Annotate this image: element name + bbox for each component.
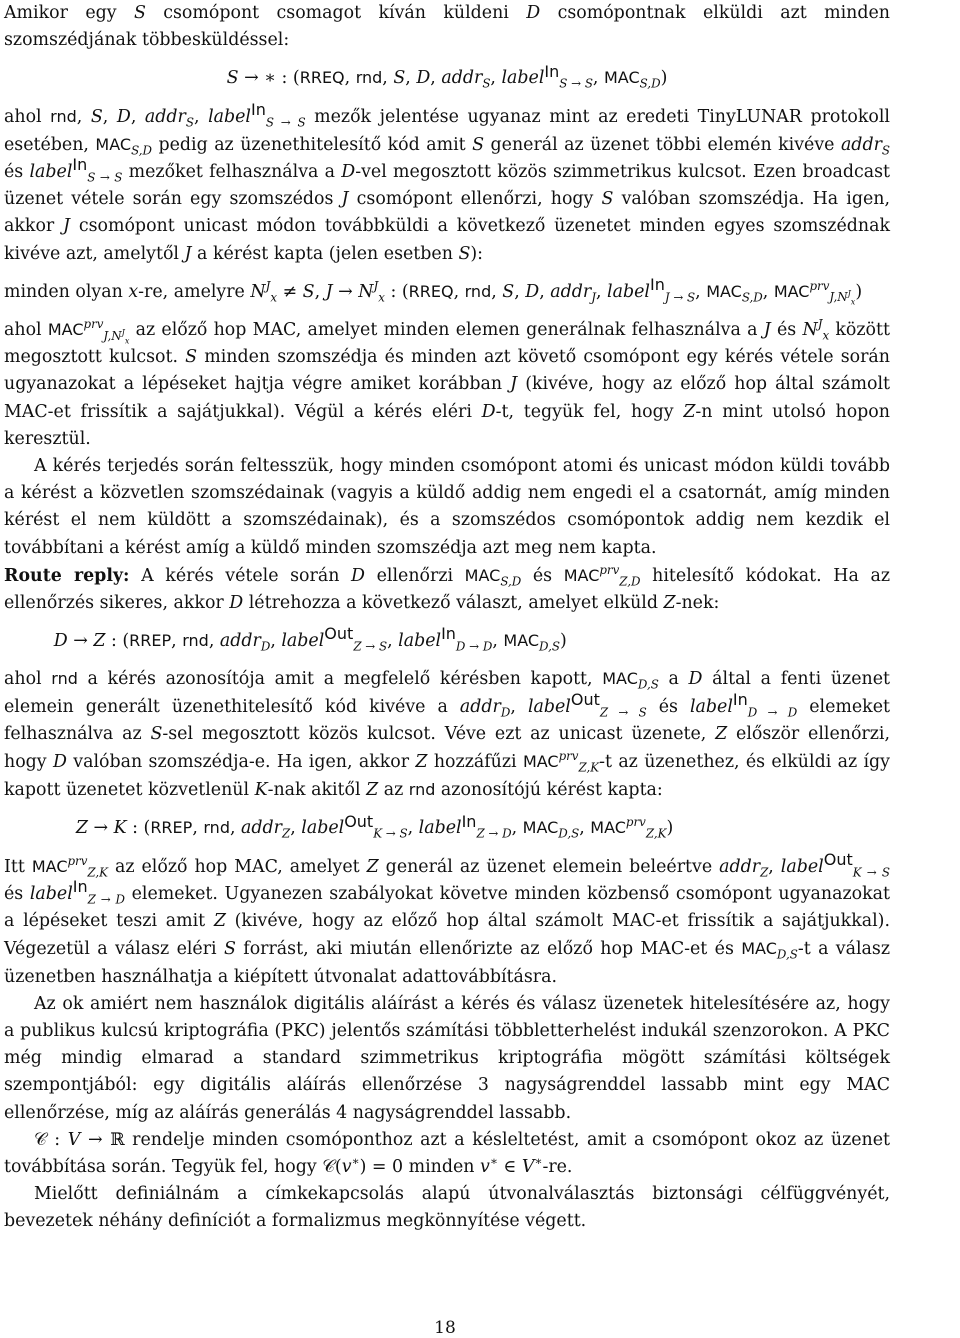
paragraph: ahol $MAC^{prv}_{J,N^J_x}$ az előző hop MAC, amelyet minden elemen generálnak felhasználva a J és $N^J_x$ között megosztott kulcsot. S minden szomszédja és minden azt követő csomópont egy kérés vétele során ugyanazokat a lépéseket hajtja végre amiket korábban J (kivéve, hogy az előző hop által számolt MAC-et frissítik a sajátjukkal). Végül a kérés eléri D-t, tegyük fel, hogy Z-n mint utolsó hopon keresztül. (4, 317, 891, 449)
paragraph: 𝒞 : V → ℝ rendelje minden csomóponthoz azt a késleltetést, amit a csomópont okoz az üzenet továbbítása során. Tegyük fel, hogy 𝒞(v∗) = 0 minden v∗ ∈ V∗-re. (4, 1129, 891, 1177)
formula: D → Z : (RREP, rnd, addr$_D$, label$^{Out}_{Z \to S}$, label$^{In}_{D \to D}$, $MAC_{D,S}$) (53, 624, 567, 654)
formula: minden olyan x-re, amelyre $N^J_x \ne S$, $J \to N^J_x$ : (RREQ, rnd, S, D, addr$_J$, label$^{In}_{J \to S}$, $MAC_{S,D}$, $MAC^{prv}_{J,N^J_x}$) (4, 275, 863, 307)
body-text (4, 0, 890, 1236)
page-number: 18 (434, 1318, 456, 1338)
paragraph: ahol rnd, S, D, addr$_S$, label$^{In}_{S \to S}$ mezők jelentése ugyanaz mint az eredeti TinyLUNAR protokoll esetében, $MAC_{S,D}$ pedig az üzenethitelesítő kód amit S generál az üzenet többi elemén kivéve addr$_S$ és label$^{In}_{S \to S}$ mezőket felhasználva a D-vel megosztott közös szimmetrikus kulcsot. Ezen broadcast üzenet vétele során egy szomszédos J csomópont ellenőrzi, hogy S valóban szomszédja. Ha igen, akkor J csomópont unicast módon továbbküldi a következő üzenetet minden egyes szomszédnak kivéve azt, amelytől J a kérést kapta (jelen esetben S): (4, 99, 890, 264)
paragraph: Itt $MAC^{prv}_{Z,K}$ az előző hop MAC, amelyet Z generál az üzenet elemein beleértve addr$_Z$, label$^{Out}_{K \to S}$ és label$^{In}_{Z \to D}$ elemeket. Ugyanezen szabályokat követve minden közbenső csomópont ugyanazokat a lépéseket teszi amit Z (kivéve, hogy az előző hop által számolt MAC-et frissítik a sajátjukkal). Végezetül a válasz eléri S forrást, aki miután ellenőrizte az előző hop MAC-et és $MAC_{D,S}-t$ a válasz üzenetben használhatja a kiépített útvonalat adattovábbításra. (4, 849, 891, 987)
paragraph: Az ok amiért nem használok digitális aláírást a kérés és válasz üzenetek hitelesítésére az, hogy a publikus kulcsú kriptográfia (PKC) jelentős számítási többletterhelést indukál szenzorokon. A PKC még mindig elmarad a standard szimmetrikus kriptográfia mögött számítási költségek szempontjából: egy digitális aláírás ellenőrzése 3 nagyságrenddel lassabb mint egy MAC ellenőrzése, míg az aláírás generálás 4 nagyságrenddel lassabb. (4, 993, 890, 1123)
formula: Z → K : (RREP, rnd, addr$_Z$, label$^{Out}_{K \to S}$, label$^{In}_{Z \to D}$, $MAC_{D,S}$, $MAC^{prv}_{Z,K}$) (75, 811, 674, 841)
paragraph: ahol rnd a kérés azonosítója amit a megfelelő kérésben kapott, $MAC_{D,S}$ a D által a fenti üzenet elemein generált üzenethitelesítő kód kivéve a addr$_D$, label$^{Out}_{Z \to S}$ és label$^{In}_{D \to D}$ elemeket felhasználva az S-sel megosztott közös kulcsot. Véve ezt az unicast üzenete, Z először ellenőrzi, hogy D valóban szomszédja-e. Ha igen, akkor Z hozzáfűzi $MAC^{prv}_{Z,K}-t$ az üzenethez, és elküldi az így kapott üzenetet közvetlenül K-nak akitől Z az rnd azonosítójú kérést kapta: (4, 669, 891, 801)
paragraph: Mielőtt definiálnám a címkekapcsolás alapú útvonalválasztás biztonsági célfüggvényét, bevezetek néhány definíciót a formalizmus megkönnyítése végett. (4, 1184, 890, 1232)
paragraph: Amikor egy S csomópont csomagot kíván küldeni D csomópontnak elküldi azt minden szomszédjának többesküldéssel: (4, 3, 890, 51)
paragraph: Route reply: A kérés vétele során D ellenőrzi $MAC_{S,D}$ és $MAC^{prv}_{Z,D}$ hitelesítő kódokat. Ha az ellenőrzés sikeres, akkor D létrehozza a következő választ, amelyet elküld Z-nek: (4, 563, 890, 614)
paragraph: A kérés terjedés során feltesszük, hogy minden csomópont atomi és unicast módon küldi tovább a kérést a közvetlen szomszédainak (vagyis a küldő addig nem engedi el a csatornát, amíg minden kérést el nem küldött a szomszédainak), és a szomszédos csomópontok addig nem kezdik el továbbítani a kérést amíg a küldő minden szomszédja azt meg nem kapta. (4, 456, 890, 558)
formula: S → ∗ : (RREQ, rnd, S, D, addr$_S$, label$^{In}_{S \to S}$, $MAC_{S,D}$) (226, 61, 668, 91)
